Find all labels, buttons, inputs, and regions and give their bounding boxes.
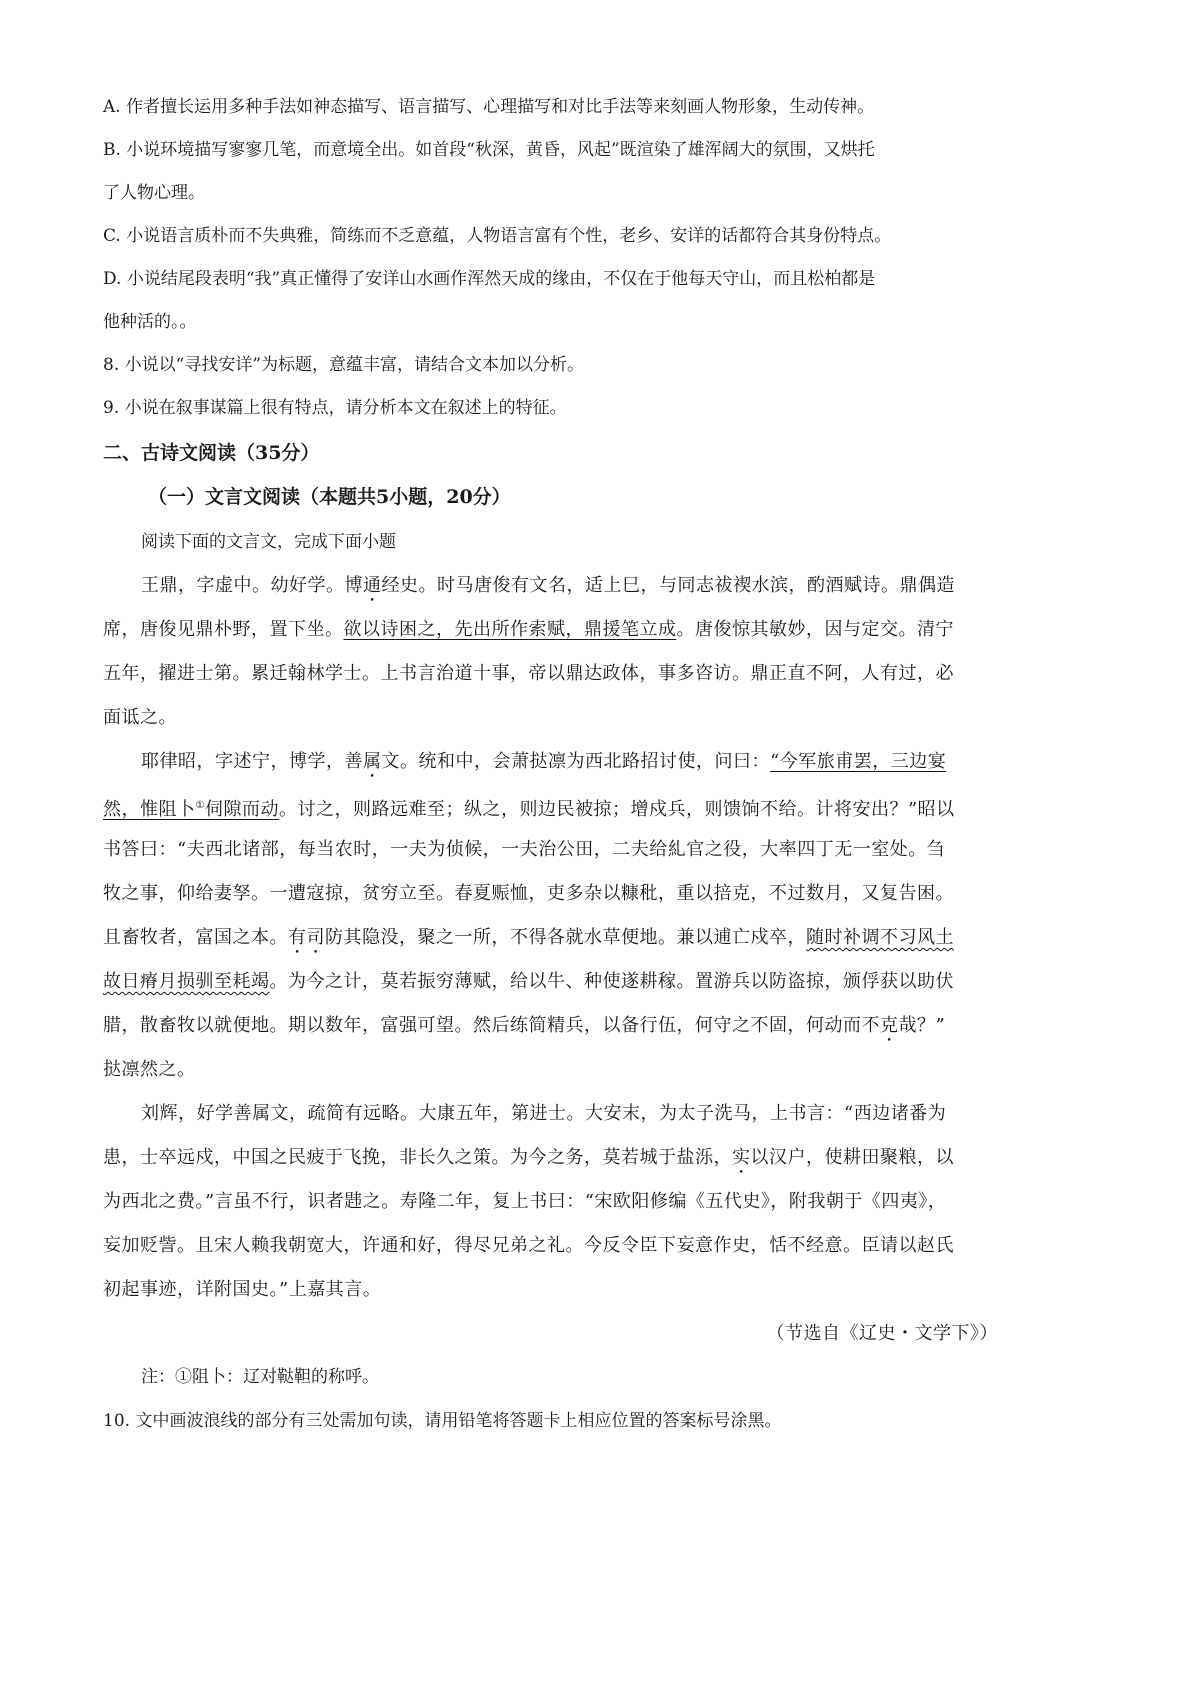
p2-line6: 故日瘠月损驯至耗竭。为今之计，莫若振穷薄赋，给以牛、种使遂耕稼。置游兵以防盗掠，颁俘获以助伏 — [103, 971, 954, 992]
p3-line5: 初起事迹，详附国史。”上嘉其言。 — [103, 1279, 382, 1300]
reading-instruction: 阅读下面的文言文，完成下面小题 — [141, 532, 396, 552]
p2-line4: 牧之事，仰给妻孥。一遭寇掠，贫穷立至。春夏赈恤，吏多杂以糠秕，重以掊克，不过数月，又复告困。 — [103, 883, 954, 904]
p2-line5: 且畜牧者，富国之本。有司防其隐没，聚之一所，不得各就水草便地。兼以逋亡戍卒，随时补调不习风土 — [103, 927, 954, 948]
underlined-sentence-2a: “今军旅甫罢，三边宴 — [770, 751, 947, 772]
wavy-sentence-b: 故日瘠月损驯至耗竭 — [103, 971, 270, 992]
option-d-line2: 他种活的。。 — [103, 312, 197, 332]
p1-line3: 五年，擢进士第。累迁翰林学士。上书言治道十事，帝以鼎达政体，事多咨访。鼎正直不阿，人有过，必 — [103, 663, 954, 684]
question-8: 8. 小说以“寻找安详”为标题，意蕴丰富，请结合文本加以分析。 — [103, 355, 585, 375]
underlined-sentence-2b: 然，惟阻卜①伺隙而动 — [103, 799, 279, 820]
source-attribution: （节选自《辽史・文学下》） — [766, 1323, 998, 1344]
p2-line8: 挞凛然之。 — [103, 1059, 196, 1080]
subsection-heading: （一）文言文阅读（本题共5小题，20分） — [148, 486, 511, 508]
p1-line4: 面诋之。 — [103, 707, 177, 728]
option-d-line1: D. 小说结尾段表明“我”真正懂得了安详山水画作浑然天成的缘由，不仅在于他每天守山，而且松柏都是 — [103, 269, 876, 289]
option-a: A. 作者擅长运用多种手法如神态描写、语言描写、心理描写和对比手法等来刻画人物形象，生动传神。 — [103, 97, 875, 117]
emphasis-shu: 属 — [363, 751, 382, 772]
wavy-sentence-a: 随时补调不习风土 — [806, 927, 954, 948]
emphasis-tong: 通 — [363, 575, 382, 596]
emphasis-ke: 克 — [880, 1015, 899, 1036]
p3-line1: 刘辉，好学善属文，疏简有远略。大康五年，第进士。大安末，为太子洗马，上书言：“西边诸番为 — [141, 1103, 947, 1124]
p3-line3: 为西北之费。”言虽不行，识者韪之。寿隆二年，复上书曰：“宋欧阳修编《五代史》，附我朝于《四夷》， — [103, 1191, 947, 1212]
p2-line3: 书答曰：“夫西北诸部，每当农时，一夫为侦候，一夫治公田，二夫给糺官之役，大率四丁无一室处。刍 — [103, 839, 946, 860]
p3-line2: 患，士卒远戍，中国之民疲于飞挽，非长久之策。为今之务，莫若城于盐泺，实以汉户，使耕田聚粮，以 — [103, 1147, 954, 1168]
underlined-sentence-1: 欲以诗困之，先出所作索赋，鼎援笔立成 — [343, 619, 677, 640]
question-9: 9. 小说在叙事谋篇上很有特点，请分析本文在叙述上的特征。 — [103, 398, 567, 418]
emphasis-shi: 实 — [732, 1147, 751, 1168]
p2-line7: 腊，散畜牧以就便地。期以数年，富强可望。然后练简精兵，以备行伍，何守之不固，何动而不克哉？” — [103, 1015, 946, 1036]
p1-line2: 席，唐俊见鼎朴野，置下坐。欲以诗困之，先出所作索赋，鼎援笔立成。唐俊惊其敏妙，因与定交。清宁 — [103, 619, 954, 640]
option-c: C. 小说语言质朴而不失典雅，简练而不乏意蕴，人物语言富有个性，老乡、安详的话都符合其身份特点。 — [103, 226, 892, 246]
p2-line2: 然，惟阻卜①伺隙而动。讨之，则路远难至；纵之，则边民被掠；增戍兵，则馈饷不给。计将安出？”昭以 — [103, 799, 955, 820]
section-heading: 二、古诗文阅读（35分） — [103, 442, 320, 464]
footnote-marker: ① — [195, 800, 205, 811]
option-b-line2: 了人物心理。 — [103, 183, 205, 203]
option-b-line1: B. 小说环境描写寥寥几笔，而意境全出。如首段“秋深，黄昏，风起”既渲染了雄浑阔大的氛围，又烘托 — [103, 140, 875, 160]
question-10: 10. 文中画波浪线的部分有三处需加句读，请用铅笔将答题卡上相应位置的答案标号涂黑。 — [103, 1411, 782, 1431]
footnote: 注：①阻卜：辽对鞑靼的称呼。 — [141, 1367, 379, 1387]
p2-line1: 耶律昭，字述宁，博学，善属文。统和中，会萧挞凛为西北路招讨使，问曰：“今军旅甫罢，三边宴 — [141, 751, 947, 772]
emphasis-yousi: 有司 — [288, 927, 325, 948]
p3-line4: 妄加贬訾。且宋人赖我朝宽大，许通和好，得尽兄弟之礼。今反令臣下妄意作史，恬不经意。臣请以赵氏 — [103, 1235, 954, 1256]
p1-line1: 王鼎，字虚中。幼好学。博通经史。时马唐俊有文名，适上巳，与同志祓禊水滨，酌酒赋诗。鼎偶造 — [141, 575, 955, 596]
